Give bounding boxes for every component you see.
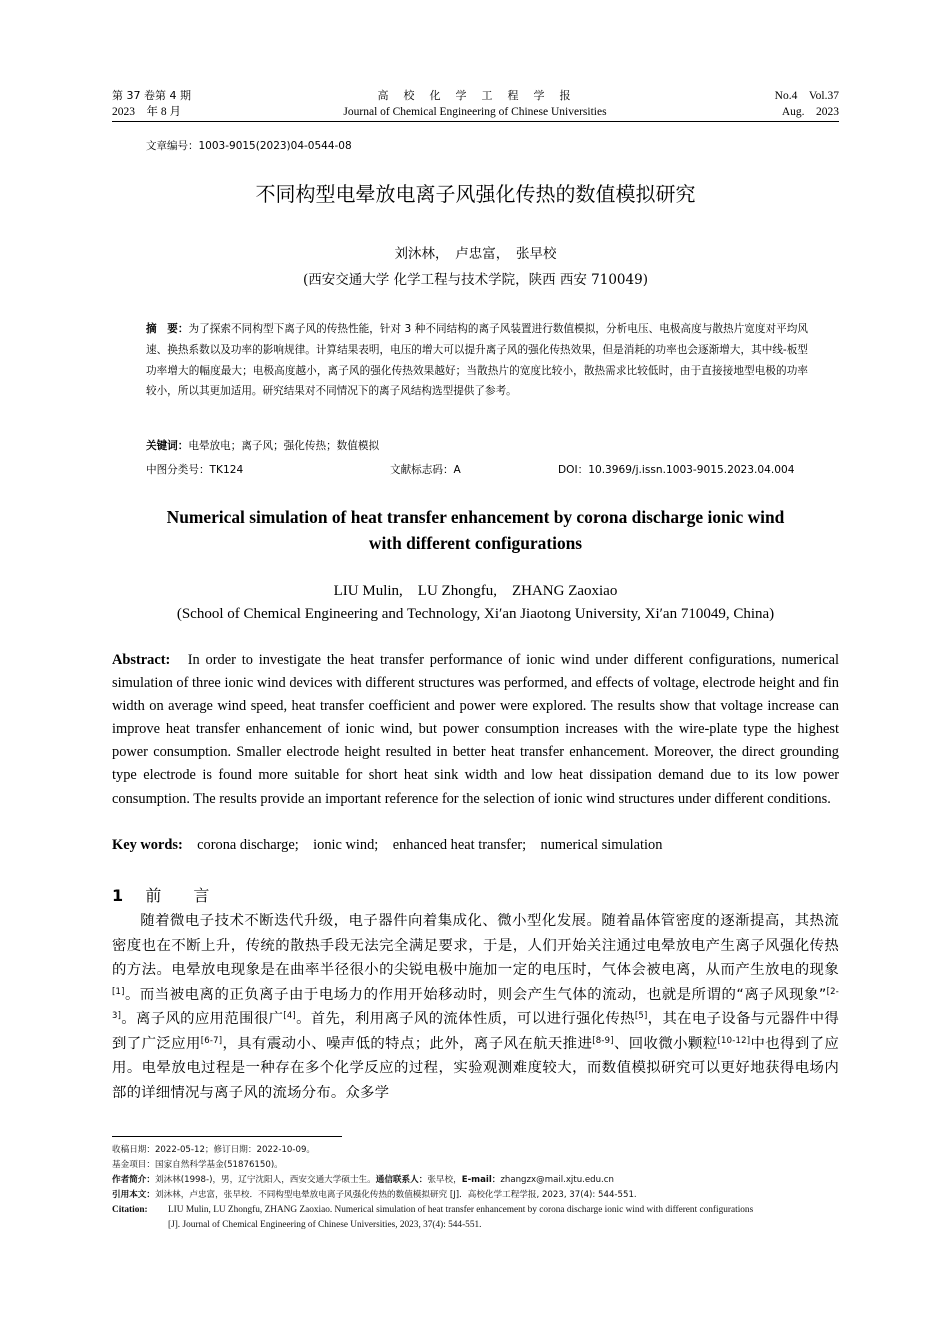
clc-number: 中图分类号：TK124 (146, 464, 244, 476)
citation-ref: [1] (112, 986, 125, 997)
intro-text-6: ，具有震动小、噪声低的特点；此外，离子风在航天推进 (222, 1035, 593, 1052)
footnote-fund (112, 1158, 839, 1174)
author-info-label: 作者简介： (112, 1175, 155, 1185)
keywords-en-text: corona discharge; ionic wind; enhanced heat transfer; numerical simulation (197, 837, 663, 853)
abstract-cn-label: 摘 要： (146, 323, 189, 335)
document-code: 文献标志码：A (390, 464, 461, 476)
doi: DOI：10.3969/j.issn.1003-9015.2023.04.004 (558, 464, 795, 476)
intro-paragraph (112, 909, 839, 1105)
abstract-en (112, 649, 839, 811)
title-en-line2: with different configurations (368, 533, 583, 553)
intro-text-8: 中也得到了应用。电晕放电过程是一种存在多个化学反应的过程，实验观测难度较大，而数值模拟研究可以更好地获得电场内部的详细情况与离子风的流场分布。众多学 (112, 1035, 839, 1101)
footnote-received (112, 1143, 839, 1159)
citation-ref: [5] (634, 1011, 648, 1021)
cite-cn-label: 引用本文： (112, 1190, 155, 1200)
footnote-author (112, 1173, 839, 1189)
received-dates: 收稿日期：2022-05-12；修订日期：2022-10-09。 (112, 1145, 316, 1155)
keywords-cn-label: 关键词： (146, 440, 189, 452)
keywords-en-label: Key words: (112, 837, 183, 853)
affiliation-en: (School of Chemical Engineering and Technology, Xi′an Jiaotong University, Xi′an 710049, China) (176, 606, 775, 622)
keywords-cn (146, 436, 379, 456)
footnote-cite-en-cont (168, 1218, 839, 1234)
section-number: 1 (112, 886, 124, 905)
cite-en-label: Citation: (112, 1205, 148, 1215)
header-volume-issue: 第 37 卷第 4 期 (112, 89, 191, 102)
section-heading (112, 884, 209, 908)
abstract-cn-text: 为了探索不同构型下离子风的传热性能，针对 3 种不同结构的离子风装置进行数值模拟，分析电压、电极高度与散热片宽度对平均风速、换热系数以及功率的影响规律。计算结果表明，电压的增大可以提升离子风的强化传热效果，但是消耗的功率也会逐渐增大，其中线-板型功率增大的幅度最大；电极高度越小，离子风的强化传热效果越好；当散热片的宽度比较小，散热需求比较低时，由于直接接地型电极的功率较小，所以其更加适用。研究结果对不同情况下的离子风结构选型提供了参考。 (146, 323, 808, 398)
cite-en-line2: [J]. Journal of Chemical Engineering of Chinese Universities, 2023, 37(4): 544-551. (168, 1220, 482, 1230)
cite-en-line1: LIU Mulin, LU Zhongfu, ZHANG Zaoxiao. Numerical simulation of heat transfer enhancement by corona discharge ionic wind with different configurations (168, 1205, 754, 1215)
fund-info: 基金项目：国家自然科学基金(51876150)。 (112, 1160, 283, 1170)
intro-text-1: 随着微电子技术不断迭代升级，电子器件向着集成化、微小型化发展。随着晶体管密度的逐渐提高，其热流密度也在不断上升，传统的散热手段无法完全满足要求，于是，人们开始关注通过电晕放电产生离子风强化传热的方法。电晕放电现象是在曲率半径很小的尖锐电极中施加一定的电压时，气体会被电离，从而产生放电的现象 (112, 913, 839, 978)
email-link[interactable]: zhangzx@mail.xjtu.edu.cn (500, 1175, 614, 1185)
affiliation-cn: (西安交通大学 化学工程与技术学院，陕西 西安 710049) (303, 272, 648, 288)
abstract-cn (146, 319, 808, 402)
email-label: E-mail： (461, 1175, 501, 1185)
keywords-en (112, 834, 662, 857)
header-date: 2023 年 8 月 (112, 106, 181, 118)
intro-text-3: 。离子风的应用范围很广 (121, 1011, 284, 1027)
header-journal-en: Journal of Chemical Engineering of Chinese Universities (343, 106, 607, 118)
intro-text-4: 。首先，利用离子风的流体性质，可以进行强化传热 (295, 1011, 635, 1027)
header-rule (112, 121, 839, 122)
title-cn: 不同构型电晕放电离子风强化传热的数值模拟研究 (255, 182, 696, 206)
contact-label: 通信联系人： (375, 1175, 428, 1185)
citation-ref: [2-3] (112, 986, 839, 1021)
authors-en: LIU Mulin, LU Zhongfu, ZHANG Zaoxiao (333, 583, 618, 599)
citation-ref: [8-9] (592, 1035, 614, 1046)
cite-cn-text: 刘沐林，卢忠富，张早校．不同构型电晕放电离子风强化传热的数值模拟研究 [J]．高校化学工程学报, 2023, 37(4): 544-551. (154, 1190, 637, 1200)
header-journal-cn: 高 校 化 学 工 程 学 报 (377, 89, 573, 102)
abstract-en-label: Abstract: (112, 652, 171, 668)
header-month-en: Aug. 2023 (781, 106, 839, 118)
footnote-cite-en (112, 1203, 839, 1219)
citation-ref: [4] (283, 1011, 296, 1021)
intro-text-5: ，其在电子设备与元器件中得到了广泛应用 (112, 1011, 840, 1052)
citation-ref: [6-7] (200, 1035, 223, 1046)
title-en-line1: Numerical simulation of heat transfer enhancement by corona discharge ionic wind (166, 507, 785, 527)
citation-ref: [10-12] (717, 1035, 751, 1046)
intro-text-7: 、回收微小颗粒 (613, 1035, 718, 1052)
article-number: 文章编号：1003-9015(2023)04-0544-08 (146, 140, 352, 152)
intro-text-2: 。而当被电离的正负离子由于电场力的作用开始移动时，则会产生气体的流动，也就是所谓的“离子风现象” (124, 986, 827, 1003)
keywords-cn-text: 电晕放电；离子风；强化传热；数值模拟 (188, 440, 380, 452)
footnote-cite-cn (112, 1188, 839, 1204)
footnote-rule (112, 1136, 342, 1137)
author-info: 刘沐林(1998-)，男，辽宁沈阳人，西安交通大学硕士生。 (154, 1175, 376, 1185)
abstract-en-text: In order to investigate the heat transfer performance of ionic wind under different configurations, numerical simulation of three ionic wind devices with different structures was performed, and effects of voltage, electrode height and fin width on average wind speed, heat transfer coefficient and power were explored. The results show that voltage increase can improve heat transfer enhancement of ionic wind, but power consumption increases with the wire-plate type the highest power consumption. Smaller electrode height resulted in better heat transfer enhancement. Moreover, the direct grounding type electrode is found more suitable for short heat sink width and low heat dissipation demand due to its low power consumption. The results provide an important reference for the selection of ionic wind structures under different conditions. (112, 652, 839, 807)
header-issue-en: No.4 Vol.37 (774, 90, 839, 102)
authors-cn: 刘沐林， 卢忠富， 张早校 (394, 246, 557, 262)
section-title: 前 言 (145, 886, 210, 905)
contact-name: 张早校， (427, 1175, 462, 1185)
